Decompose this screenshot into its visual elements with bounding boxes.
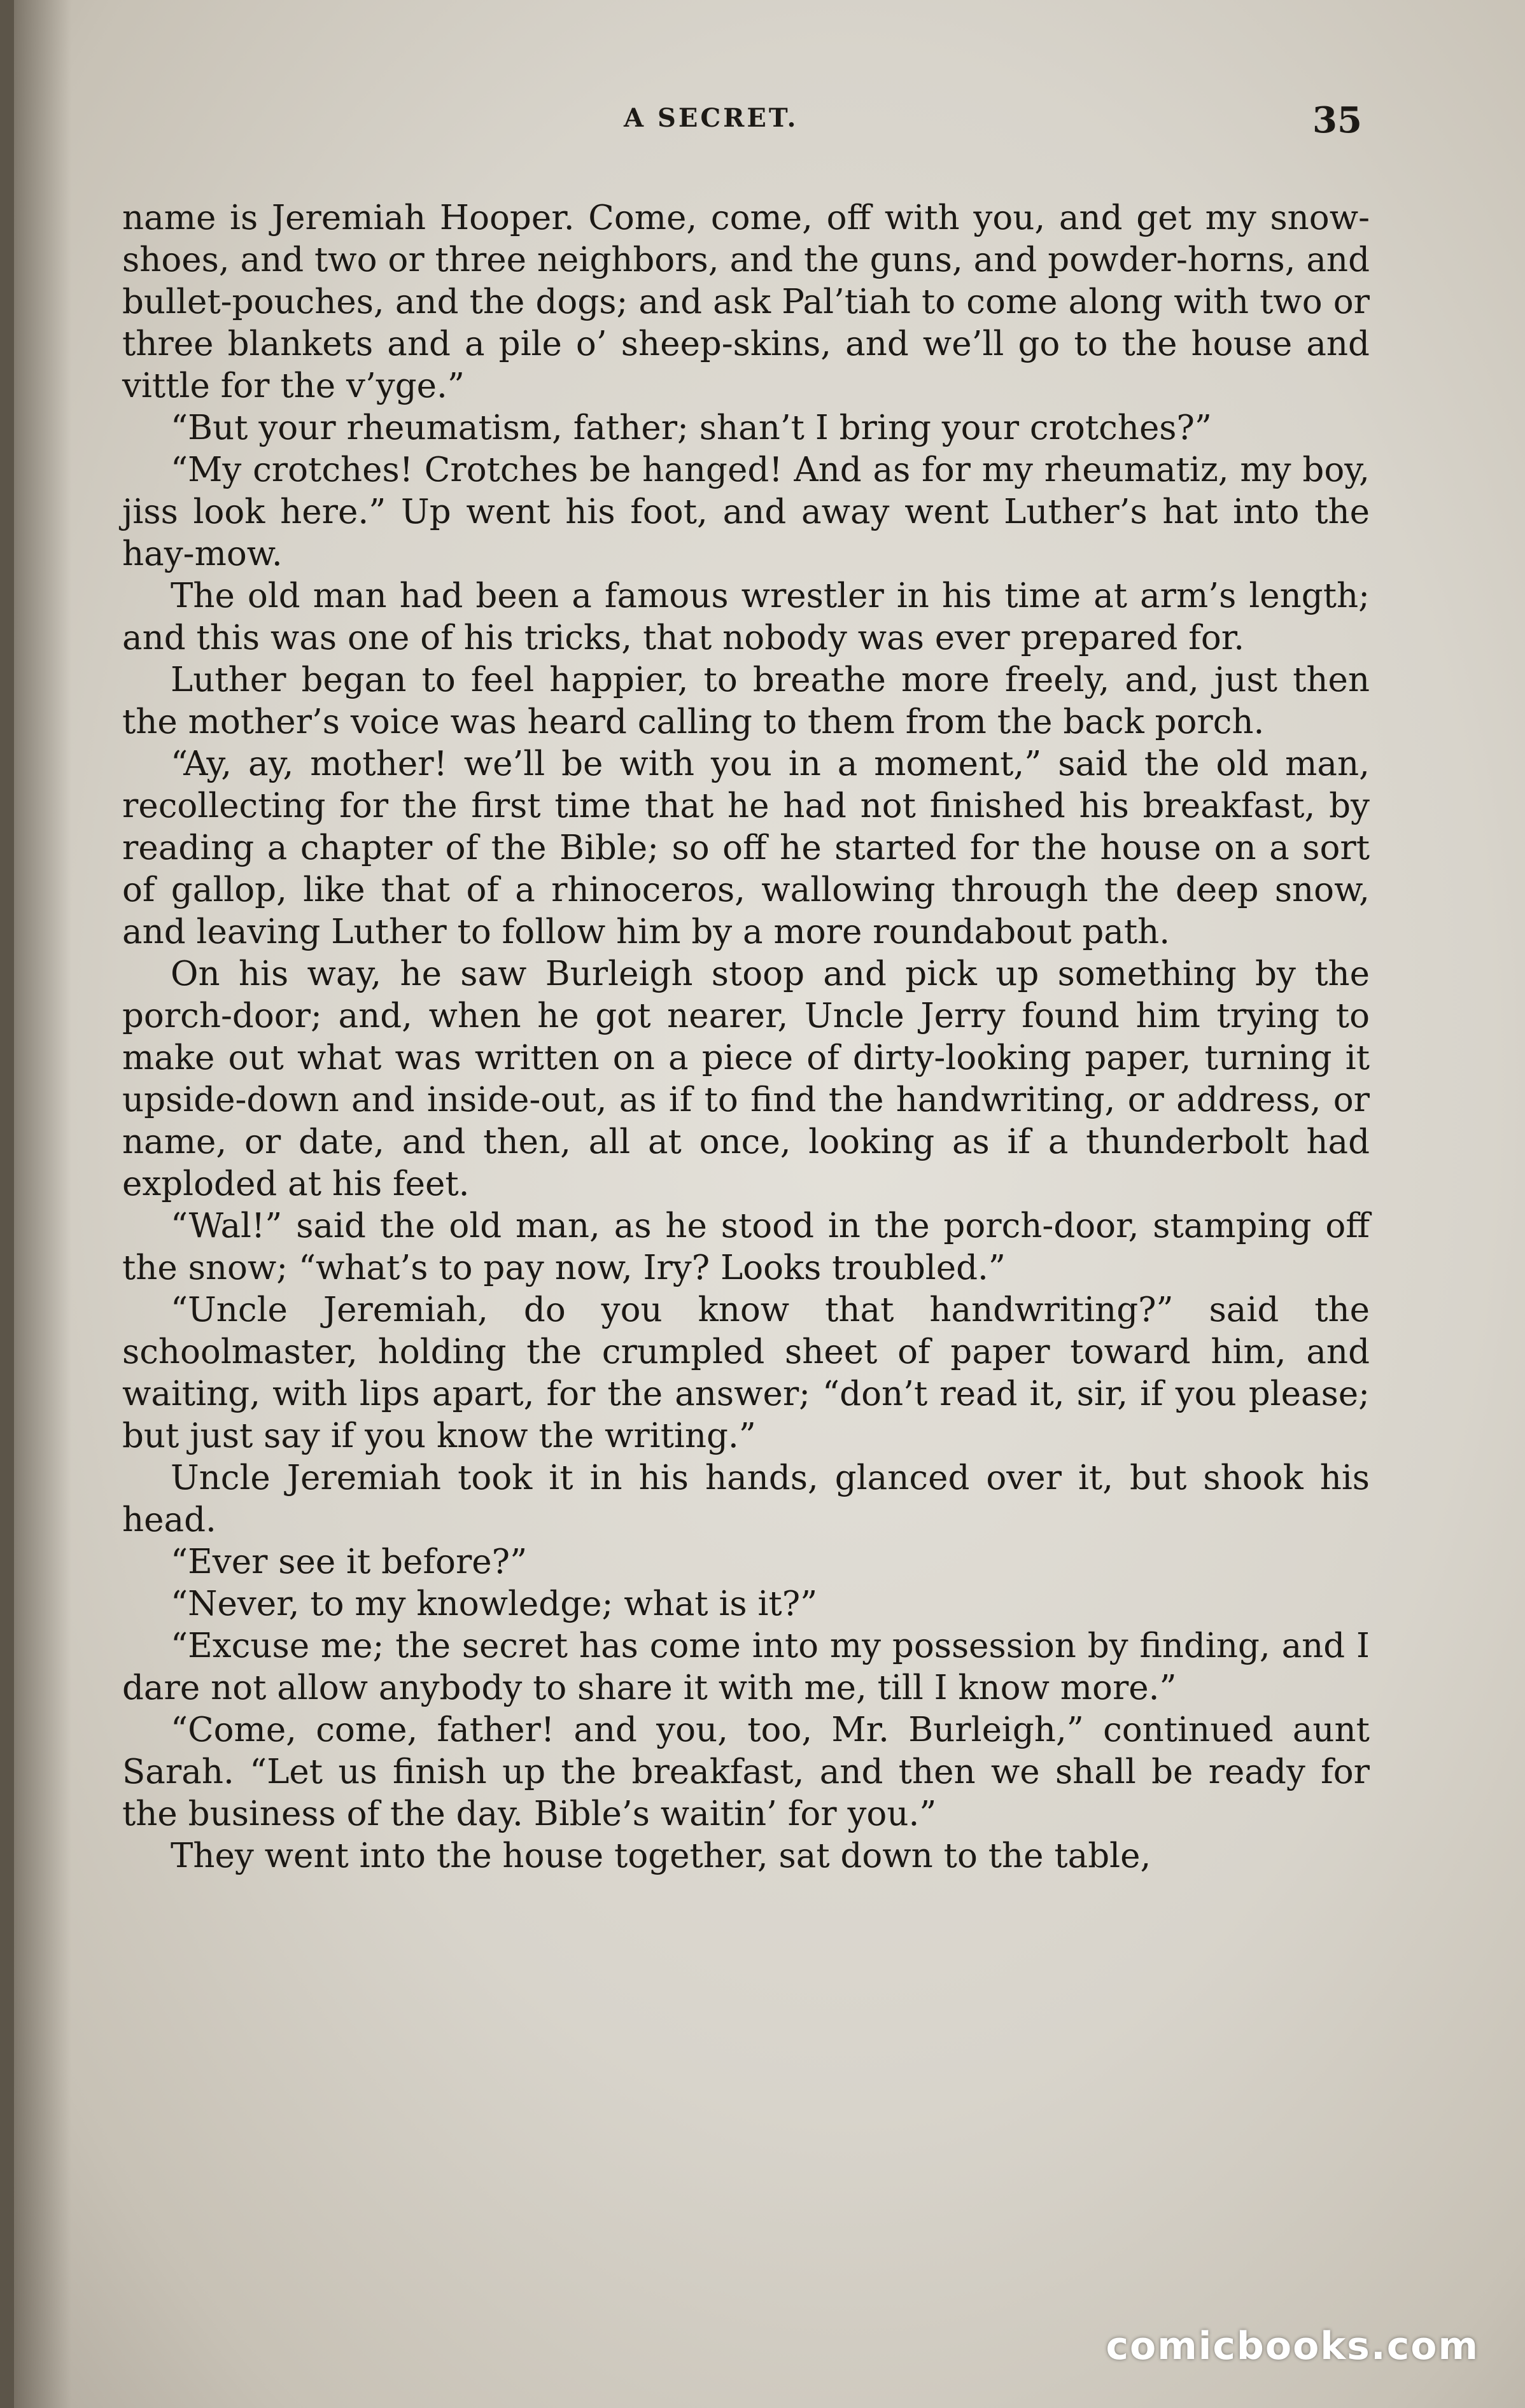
paragraph: Uncle Jeremiah took it in his hands, glanced over it, but shook his head. — [122, 1459, 1370, 1539]
paragraph: “Wal!” said the old man, as he stood in the porch-door, stamping off the snow; “what’s to pay now, Iry? Looks troubled.” — [122, 1207, 1370, 1287]
paragraph: “Ay, ay, mother! we’ll be with you in a moment,” said the old man, recollecting for the first time that he had not finished his breakfast, by reading a chapter of the Bible; so off he started for the house on a sort of gallop, like that of a rhinoceros, wallowing through the deep snow, and leaving Luther to follow him by a more roundabout path. — [122, 745, 1370, 951]
paragraph: “My crotches! Crotches be hanged! And as for my rheumatiz, my boy, jiss look here.” Up went his foot, and away went Luther’s hat into the hay-mow. — [122, 451, 1370, 573]
paragraph: “But your rheumatism, father; shan’t I bring your crotches?” — [171, 409, 1212, 447]
paragraph: “Ever see it before?” — [171, 1543, 528, 1581]
paragraph: They went into the house together, sat down to the table, — [171, 1837, 1151, 1875]
paragraph: On his way, he saw Burleigh stoop and pick up something by the porch-door; and, when he got nearer, Uncle Jerry found him trying to make out what was written on a piece of dirty-looking paper, turning it upside-down and inside-out, as if to find the handwriting, or address, or name, or date, and then, all at once, looking as if a thunderbolt had exploded at his feet. — [122, 955, 1370, 1203]
running-head — [14, 99, 1525, 141]
paragraph: “Come, come, father! and you, too, Mr. Burleigh,” continued aunt Sarah. “Let us finish up the breakfast, and then we shall be ready for the business of the day. Bible’s waitin’ for you.” — [122, 1711, 1370, 1833]
body-text — [122, 197, 1370, 1877]
spine-shadow — [14, 0, 71, 2408]
paragraph: The old man had been a famous wrestler in his time at arm’s length; and this was one of his tricks, that nobody was ever prepared for. — [122, 577, 1370, 657]
running-title: A SECRET. — [624, 103, 799, 133]
paragraph: Luther began to feel happier, to breathe more freely, and, just then the mother’s voice was heard calling to them from the back porch. — [122, 661, 1370, 741]
paragraph: “Uncle Jeremiah, do you know that handwriting?” said the schoolmaster, holding the crumpled sheet of paper toward him, and waiting, with lips apart, for the answer; “don’t read it, sir, if you please; but just say if you know the writing.” — [122, 1291, 1370, 1455]
paragraph: name is Jeremiah Hooper. Come, come, off with you, and get my snow-shoes, and two or three neighbors, and the guns, and powder-horns, and bullet-pouches, and the dogs; and ask Pal’tiah to come along with two or three blankets and a pile o’ sheep-skins, and we’ll go to the house and vittle for the v’yge.” — [122, 199, 1370, 405]
watermark: comicbooks.com — [1106, 2324, 1479, 2369]
book-page — [14, 0, 1525, 2408]
paragraph: “Never, to my knowledge; what is it?” — [171, 1585, 818, 1623]
paragraph: “Excuse me; the secret has come into my possession by finding, and I dare not allow anybody to share it with me, till I know more.” — [122, 1627, 1370, 1707]
page-number: 35 — [1312, 99, 1362, 141]
